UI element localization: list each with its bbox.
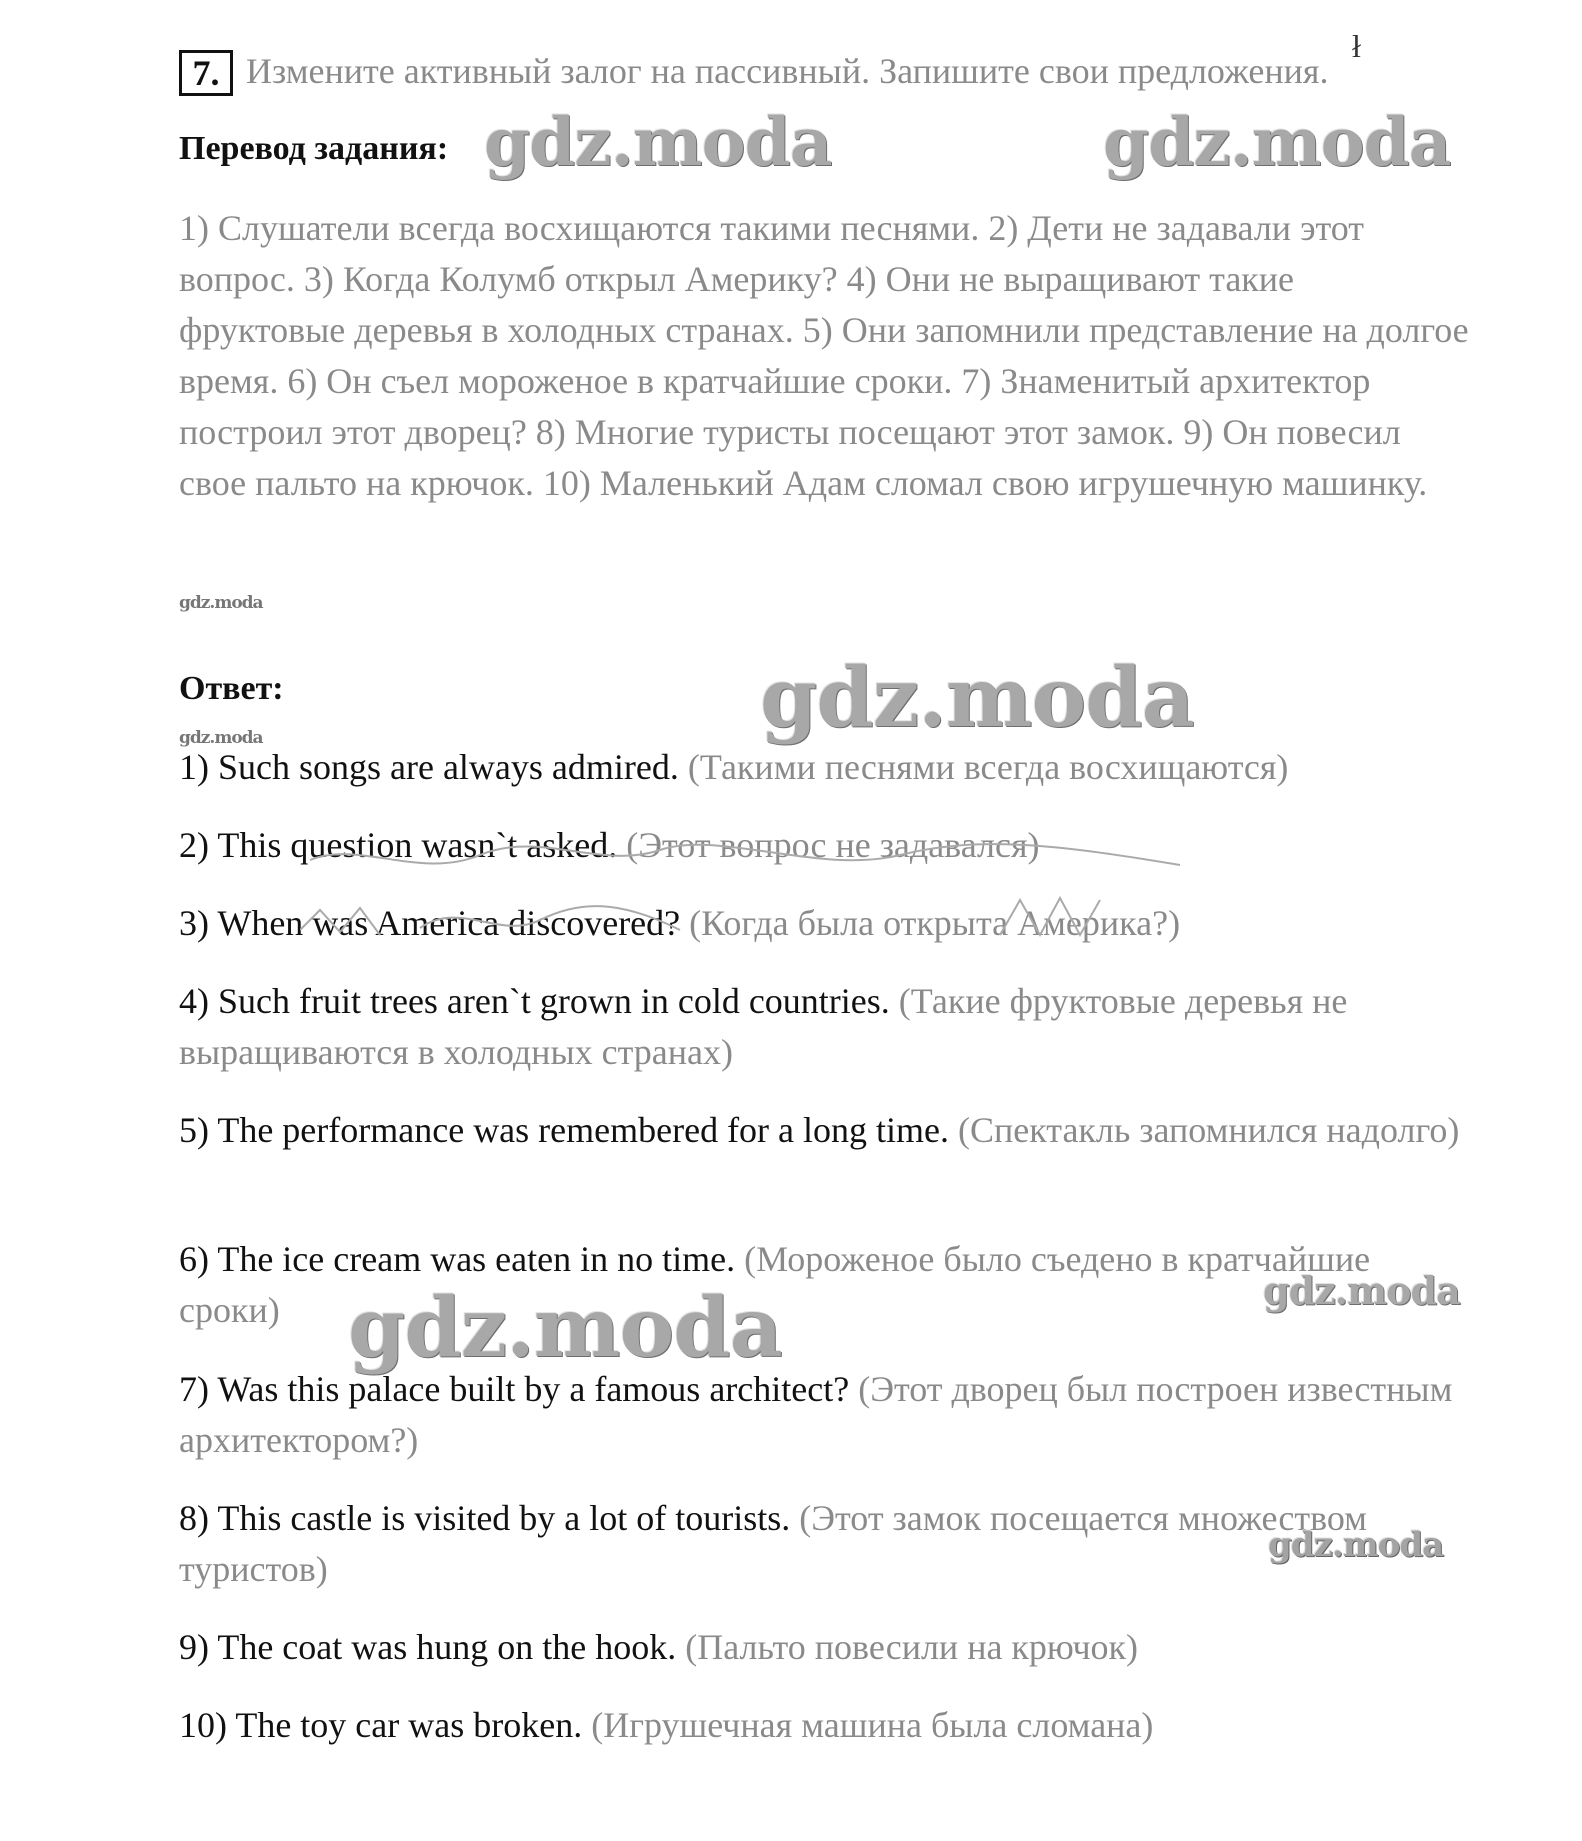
- answer-item: [179, 976, 1479, 1078]
- answer-russian: (Этот вопрос не задавался): [626, 825, 1040, 865]
- answer-russian: (Такие фруктовые деревья не выращиваются в холодных странах): [179, 981, 1348, 1072]
- answer-english: 5) The performance was remembered for a long time.: [179, 1110, 950, 1150]
- answer-english: 6) The ice cream was eaten in no time.: [179, 1239, 736, 1279]
- answer-heading: Ответ:: [179, 670, 284, 707]
- answer-english: 10) The toy car was broken.: [179, 1705, 583, 1745]
- watermark: gdz.moda: [179, 593, 263, 613]
- watermark: gdz.moda: [1103, 103, 1451, 181]
- pen-mark-icon: ł: [1352, 28, 1361, 64]
- watermark: gdz.moda: [179, 728, 263, 748]
- translation-heading: Перевод задания:: [179, 130, 449, 167]
- answer-english: 1) Such songs are always admired.: [179, 747, 679, 787]
- answer-item: [179, 1105, 1479, 1156]
- answer-item: [179, 1364, 1479, 1466]
- answer-russian: (Такими песнями всегда восхищаются): [687, 747, 1289, 787]
- answer-russian: (Пальто повесили на крючок): [685, 1627, 1139, 1667]
- task-instruction: Измените активный залог на пассивный. Запишите свои предложения.: [246, 51, 1329, 91]
- watermark: gdz.moda: [348, 1280, 782, 1376]
- answer-english: 4) Such fruit trees aren`t grown in cold countries.: [179, 981, 890, 1021]
- translation-text: 1) Слушатели всегда восхищаются такими песнями. 2) Дети не задавали этот вопрос. 3) Когда Колумб открыл Америку? 4) Они не выращивают такие фруктовые деревья в холодных странах. 5) Они запомнили представление на долгое время. 6) Он съел мороженое в кратчайшие сроки. 7) Знаменитый архитектор построил этот дворец? 8) Многие туристы посещают этот замок. 9) Он повесил свое пальто на крючок. 10) Маленький Адам сломал свою игрушечную машинку.: [179, 208, 1469, 503]
- task-number: 7.: [179, 50, 233, 96]
- answer-english: 7) Was this palace built by a famous architect?: [179, 1369, 850, 1409]
- answer-english: 8) This castle is visited by a lot of tourists.: [179, 1498, 791, 1538]
- answer-item: [179, 1700, 1479, 1751]
- answer-russian: (Мороженое было съедено в кратчайшие сроки): [179, 1239, 1371, 1330]
- answer-english: 2) This question wasn`t asked.: [179, 825, 618, 865]
- answer-russian: (Этот замок посещается множеством туристов): [179, 1498, 1367, 1589]
- answer-item: [179, 1622, 1479, 1673]
- answer-russian: (Спектакль запомнился надолго): [958, 1110, 1460, 1150]
- watermark: gdz.moda: [1263, 1268, 1460, 1313]
- watermark: gdz.moda: [484, 103, 832, 181]
- answer-russian: (Этот дворец был построен известным архитектором?): [179, 1369, 1453, 1460]
- answer-russian: (Когда была открыта Америка?): [689, 903, 1181, 943]
- watermark: gdz.moda: [1268, 1525, 1444, 1565]
- answer-english: 9) The coat was hung on the hook.: [179, 1627, 677, 1667]
- answer-english: 3) When was America discovered?: [179, 903, 681, 943]
- answer-item: [179, 742, 1479, 793]
- watermark: gdz.moda: [760, 650, 1194, 746]
- answer-russian: (Игрушечная машина была сломана): [591, 1705, 1154, 1745]
- scribble-marks: [300, 840, 1200, 950]
